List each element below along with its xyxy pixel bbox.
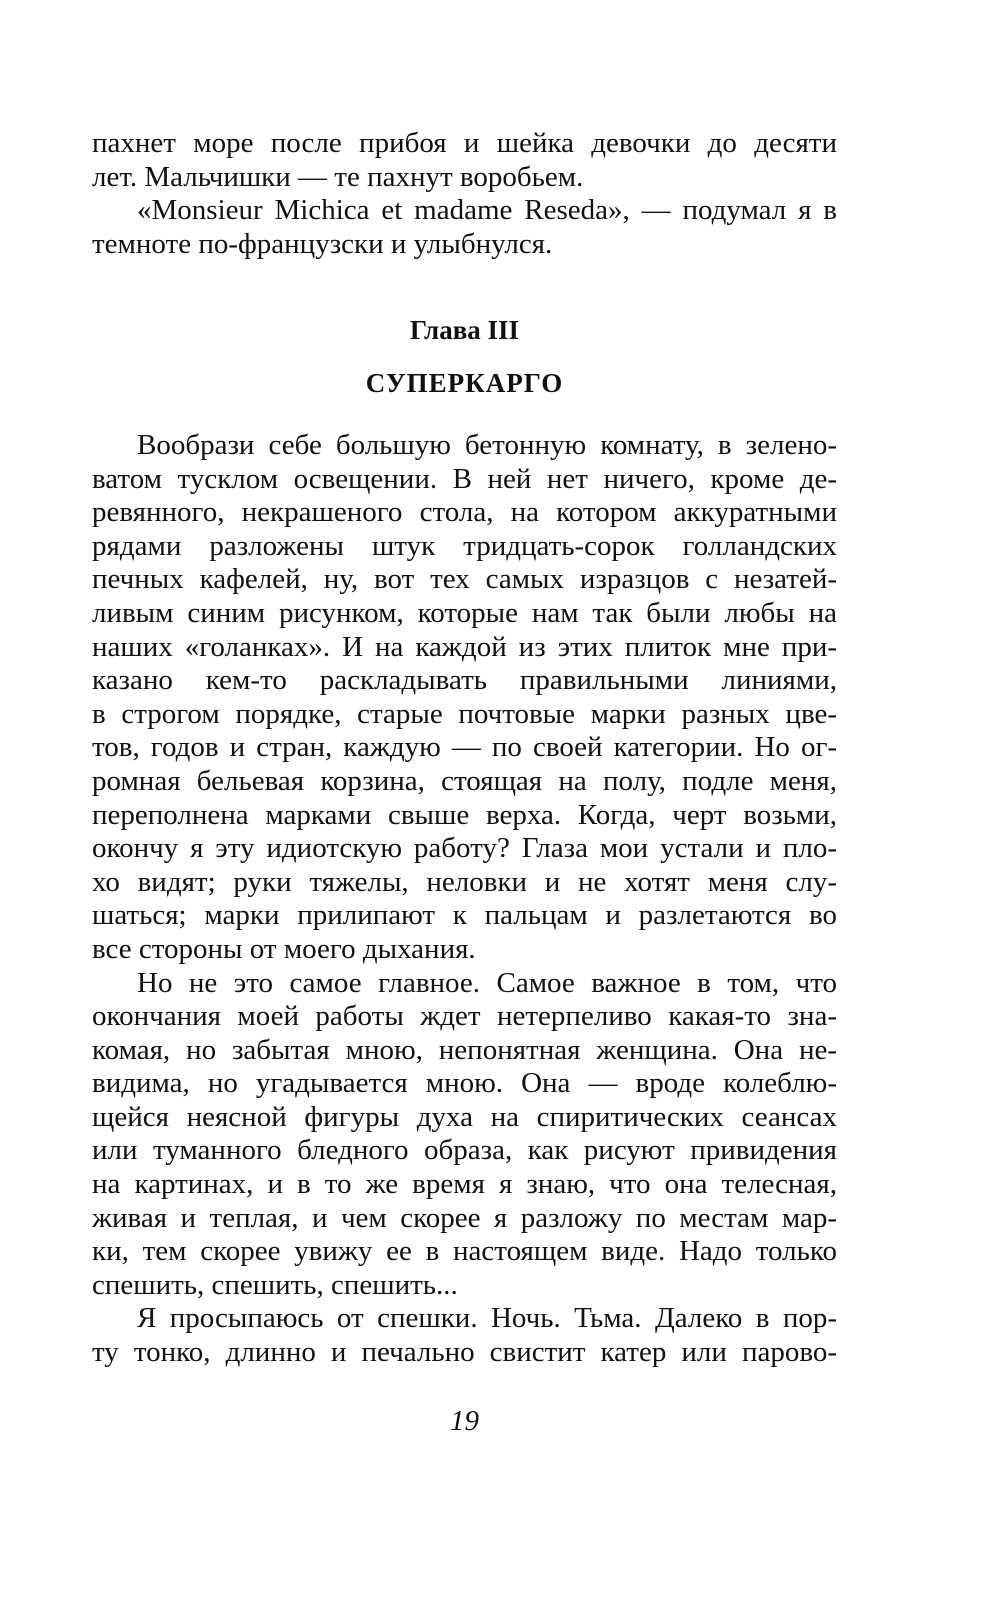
text-line: казано кем-то раскладывать правильными линиями, [92, 664, 837, 697]
text-line: хо видят; руки тяжелы, неловки и не хотят меня слу- [92, 865, 837, 898]
text-line: ки, тем скорее увижу ее в настоящем виде. Надо только [92, 1235, 837, 1268]
text-line: «Monsieur Michica et madame Reseda», — подумал я в [137, 194, 837, 227]
text-line: печных кафелей, ну, вот тех самых изразцов с незатей- [92, 563, 837, 596]
text-line: рядами разложены штук тридцать-сорок голландских [92, 529, 837, 562]
text-line: в строгом порядке, старые почтовые марки разных цве- [92, 697, 837, 730]
text-line: темноте по-французски и улыбнулся. [92, 227, 553, 260]
text-line: окончу я эту идиотскую работу? Глаза мои устали и пло- [92, 832, 837, 865]
text-line: щейся неясной фигуры духа на спиритических сеансах [92, 1100, 837, 1133]
text-line: тов, годов и стран, каждую — по своей категории. Но ог- [92, 731, 837, 764]
text-line: все стороны от моего дыхания. [92, 932, 476, 965]
text-line: спешить, спешить, спешить... [92, 1268, 458, 1301]
text-line: наших «голанках». И на каждой из этих плиток мне при- [92, 630, 837, 663]
text-line: ватом тусклом освещении. В ней нет ничего, кроме де- [92, 462, 837, 495]
text-line: окончания моей работы ждет нетерпеливо какая-то зна- [92, 1000, 837, 1033]
text-line: на картинах, и в то же время я знаю, что она телесная, [92, 1168, 837, 1201]
text-line: ревянного, некрашеного стола, на котором аккуратными [92, 496, 837, 529]
chapter-title: СУПЕРКАРГО [365, 368, 564, 398]
page-number: 19 [450, 1405, 479, 1437]
text-line: лет. Мальчишки — те пахнут воробьем. [92, 160, 584, 193]
text-line: ту тонко, длинно и печально свистит катер или парово- [92, 1336, 837, 1369]
text-line: переполнена марками свыше верха. Когда, черт возьми, [92, 798, 837, 831]
text-line: ливым синим рисунком, которые нам так были любы на [92, 596, 837, 629]
text-line: пахнет море после прибоя и шейка девочки до десяти [92, 127, 837, 159]
text-line: видима, но угадывается мною. Она — вроде колеблю- [92, 1067, 837, 1100]
text-line: Я просыпаюсь от спешки. Ночь. Тьма. Далеко в пор- [137, 1302, 837, 1335]
text-line: ромная бельевая корзина, стоящая на полу, подле меня, [92, 764, 837, 797]
text-line: шаться; марки прилипают к пальцам и разлетаются во [92, 899, 837, 932]
text-line: или туманного бледного образа, как рисуют привидения [92, 1134, 837, 1167]
text-line: Но не это самое главное. Самое важное в том, что [137, 966, 837, 999]
text-line: комая, но забытая мною, непонятная женщина. Она не- [92, 1033, 837, 1066]
text-line: живая и теплая, и чем скорее я разложу по местам мар- [92, 1201, 837, 1234]
text-line: Вообрази себе большую бетонную комнату, в зелено- [137, 429, 837, 461]
continued-paragraphs [92, 127, 837, 261]
chapter-body [92, 429, 837, 1370]
chapter-label: Глава III [409, 315, 520, 345]
